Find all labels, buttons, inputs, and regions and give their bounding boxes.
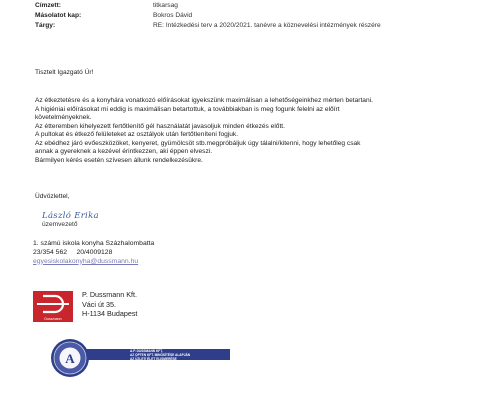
body-line: Az étteremben kihelyezett fertőtlenítő gél használatát javasoljuk minden étkezés előtt. xyxy=(35,122,285,130)
badge-letter: A xyxy=(65,351,75,366)
contact-phones: 23/354 562 20/4009128 xyxy=(33,248,113,256)
signature-role: üzemvezető xyxy=(42,221,78,228)
signature-name: László Erika xyxy=(42,211,99,221)
recipient-label: Címzett: xyxy=(35,2,62,9)
greeting-text: Tisztelt Igazgató Úr! xyxy=(35,69,94,76)
company-city: H-1134 Budapest xyxy=(82,309,138,318)
band-line: AZ OPTEN KFT. MINŐSÍTÉSE ALAPJÁN xyxy=(130,352,191,357)
dussmann-logo-word: Dussmann xyxy=(33,317,73,322)
dussmann-mark-icon xyxy=(33,291,73,317)
certificate-band-text xyxy=(130,350,190,361)
closing-text: Üdvözlettel, xyxy=(35,193,70,200)
cc-value: Bokros Dávid xyxy=(153,12,193,19)
body-line: Az étkeztetésre és a konyhára vonatkozó előírásokat igyekszünk maximálisan a lehetőségeinkhez mérten betartani. xyxy=(35,97,373,104)
greeting xyxy=(35,69,475,78)
message-body xyxy=(35,97,475,165)
body-line: A pultokat és étkező felületeket az osztályok után fertőtleníteni fogjuk. xyxy=(35,131,239,138)
company-address xyxy=(82,290,137,319)
body-line: A higiéniai előírásokat mi eddig is maximálisan betartottuk, a továbbiakban is meg fogunk felelni az előírt xyxy=(35,105,340,113)
band-line: A.P. DUSSMANN KFT. xyxy=(130,349,163,353)
closing xyxy=(35,193,475,202)
recipient-value: titkarsag xyxy=(153,2,178,9)
contact-school: 1. számú iskola konyha Százhalombatta xyxy=(33,240,155,247)
cc-label: Másolatot kap: xyxy=(35,12,82,19)
company-street: Váci út 35. xyxy=(82,299,116,309)
band-line: AZ ÜZLETI ÉLET ELISMERÉSE xyxy=(130,356,177,361)
subject-value: RE: Intézkedési terv a 2020/2021. tanévre a köznevelési intézmények részére xyxy=(153,22,381,29)
body-line: Az ebédhez járó evőeszközöket, kenyeret, gyümölcsöt stb.megpróbáljuk úgy tálalni/kitenni, hogy lehetőleg csak xyxy=(35,139,361,147)
body-line: követelményeknek. xyxy=(35,114,92,121)
body-line: Bármilyen kérés esetén szívesen állunk rendelkezésükre. xyxy=(35,156,203,164)
subject-label: Tárgy: xyxy=(35,22,56,29)
dussmann-logo-icon xyxy=(33,291,73,317)
contact-email-link[interactable]: egyesiskolakonyha@dussmann.hu xyxy=(33,257,139,265)
company-name: P. Dussmann Kft. xyxy=(82,290,137,299)
certificate-badge-icon xyxy=(48,337,92,384)
seal-icon xyxy=(48,337,92,379)
contact-block xyxy=(33,240,154,266)
body-line: annak a gyereknek a kezével érintkezzen, aki éppen elveszi. xyxy=(35,148,213,155)
